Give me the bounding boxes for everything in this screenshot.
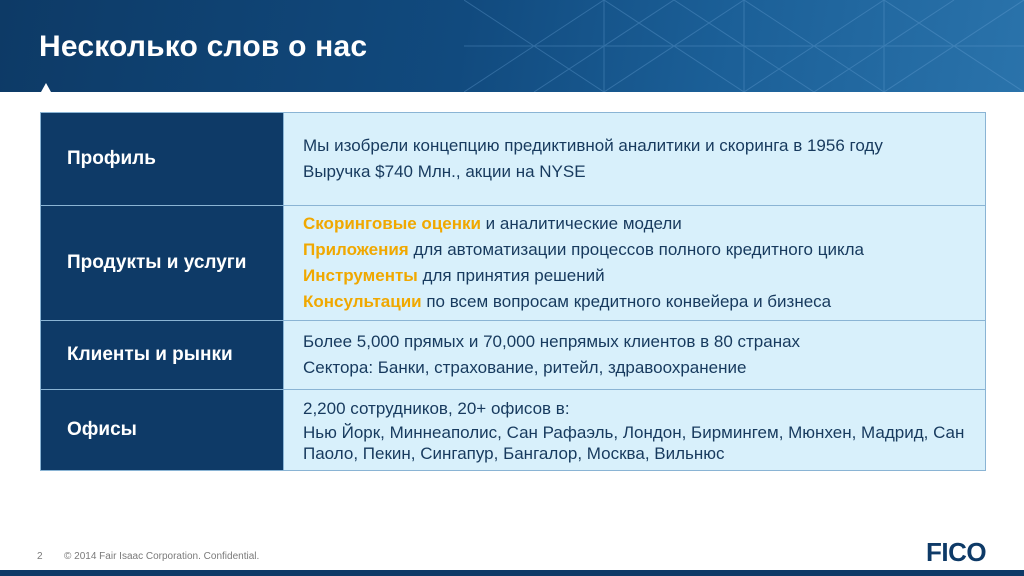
header-pattern [464, 0, 1024, 92]
slide-title: Несколько слов о нас [39, 30, 368, 63]
content-line: Более 5,000 прямых и 70,000 непрямых клиентов в 80 странах [303, 332, 801, 351]
highlight-text: Консультации [303, 292, 422, 311]
header-pointer-icon [41, 83, 51, 92]
row-label: Клиенты и рынки [41, 321, 284, 390]
fico-logo: FICO [926, 537, 987, 567]
copyright-text: © 2014 Fair Isaac Corporation. Confidential. [64, 551, 260, 562]
page-number: 2 [37, 551, 43, 562]
content-line: Выручка $740 Млн., акции на NYSE [303, 162, 586, 181]
content-line [303, 263, 975, 289]
table-row-profile [41, 113, 986, 206]
highlight-text: Инструменты [303, 266, 418, 285]
row-label: Офисы [41, 390, 284, 471]
item-text: для принятия решений [417, 266, 605, 285]
row-content [284, 321, 986, 390]
content-line [303, 211, 975, 237]
content-line [303, 289, 975, 315]
item-text: для автоматизации процессов полного кредитного цикла [408, 240, 864, 259]
table-row-clients [41, 321, 986, 390]
info-table [40, 112, 986, 471]
item-text: и аналитические модели [480, 214, 682, 233]
table-row-offices [41, 390, 986, 471]
bottom-bar [0, 570, 1024, 576]
item-text: по всем вопросам кредитного конвейера и бизнеса [421, 292, 832, 311]
content-line: Мы изобрели концепцию предиктивной аналитики и скоринга в 1956 году [303, 136, 883, 155]
content-line: Нью Йорк, Миннеаполис, Сан Рафаэль, Лондон, Бирмингем, Мюнхен, Мадрид, Сан Паоло, Пекин, Сингапур, Бангалор, Москва, Вильнюс [303, 423, 965, 463]
content-line [303, 237, 975, 263]
content-line: 2,200 сотрудников, 20+ офисов в: [303, 399, 570, 418]
highlight-text: Приложения [303, 240, 409, 259]
table-row-products [41, 206, 986, 321]
slide-header [0, 0, 1024, 92]
content-line: Сектора: Банки, страхование, ритейл, здравоохранение [303, 358, 747, 377]
row-content [284, 206, 986, 321]
highlight-text: Скоринговые оценки [303, 214, 481, 233]
row-label: Профиль [41, 113, 284, 206]
row-content [284, 390, 986, 471]
row-label: Продукты и услуги [41, 206, 284, 321]
row-content [284, 113, 986, 206]
